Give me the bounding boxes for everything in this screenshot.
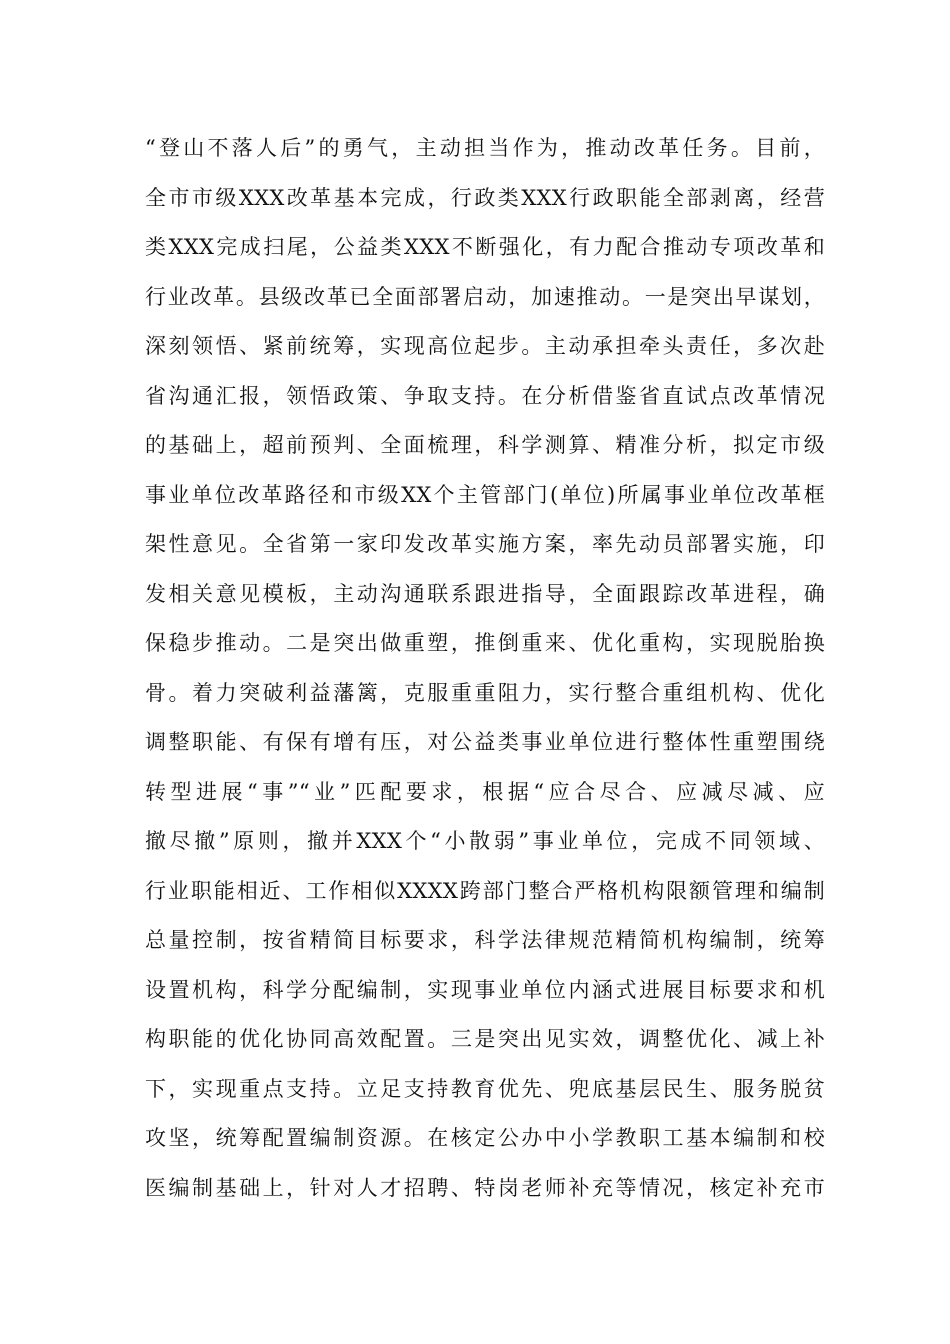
text-line: 设置机构，科学分配编制，实现事业单位内涵式进展目标要求和机 — [145, 977, 825, 1002]
text-line: 调整职能、有保有增有压，对公益类事业单位进行整体性重塑围绕 — [145, 730, 825, 754]
text-line: 转型进展“事”“业”匹配要求，根据“应合尽合、应减尽减、应 — [145, 779, 825, 804]
text-line: 事业单位改革路径和市级XX个主管部门(单位)所属事业单位改革框 — [145, 482, 825, 507]
text-line: 省沟通汇报，领悟政策、争取支持。在分析借鉴省直试点改革情况 — [145, 383, 825, 408]
body-paragraph — [145, 124, 825, 1213]
text-line: 骨。着力突破利益藩篱，克服重重阻力，实行整合重组机构、优化 — [145, 680, 825, 705]
text-line: 的基础上，超前预判、全面梳理，科学测算、精准分析，拟定市级 — [145, 433, 825, 457]
text-line: 深刻领悟、紧前统筹，实现高位起步。主动承担牵头责任，多次赴 — [145, 334, 825, 358]
text-line: 下，实现重点支持。立足支持教育优先、兜底基层民生、服务脱贫 — [145, 1076, 825, 1101]
text-line: 总量控制，按省精简目标要求，科学法律规范精简机构编制，统筹 — [145, 928, 825, 952]
text-line: 全市市级XXX改革基本完成，行政类XXX行政职能全部剥离，经营 — [145, 185, 825, 210]
text-line: 保稳步推动。二是突出做重塑，推倒重来、优化重构，实现脱胎换 — [145, 631, 825, 655]
text-line: 行业职能相近、工作相似XXXX跨部门整合严格机构限额管理和编制 — [145, 878, 825, 903]
text-line: “登山不落人后”的勇气，主动担当作为，推动改革任务。目前， — [145, 136, 825, 160]
text-line: 医编制基础上，针对人才招聘、特岗老师补充等情况，核定补充市 — [145, 1175, 825, 1200]
text-line: 撤尽撤”原则，撤并XXX个“小散弱”事业单位，完成不同领域、 — [145, 829, 825, 853]
text-line: 发相关意见模板，主动沟通联系跟进指导，全面跟踪改革进程，确 — [145, 581, 825, 606]
text-line: 行业改革。县级改革已全面部署启动，加速推动。一是突出早谋划， — [145, 284, 825, 309]
text-line: 架性意见。全省第一家印发改革实施方案，率先动员部署实施，印 — [145, 532, 825, 556]
text-line: 类XXX完成扫尾，公益类XXX不断强化，有力配合推动专项改革和 — [145, 235, 825, 259]
text-line: 构职能的优化协同高效配置。三是突出见实效，调整优化、减上补 — [145, 1027, 825, 1051]
text-line: 攻坚，统筹配置编制资源。在核定公办中小学教职工基本编制和校 — [145, 1126, 825, 1150]
